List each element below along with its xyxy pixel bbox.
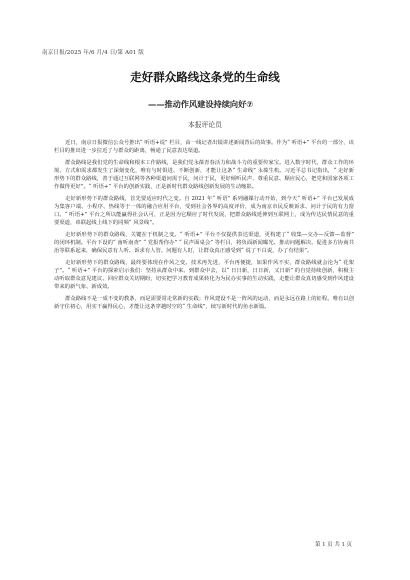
article-paragraph: 走好新形势下的群众路线，首先要适应时代之变。自 2021 年“ 听语” 系列融媒行动开始，到今天“ 听语+” 平台已发展成为集客户端、小程序、热线等于一体的融合应用平台，受到社会各界的高度评价，成为南京市民反映诉求、问计于民的有力窗口。“ 听语+” 平台之所以能赢得社会认可，正是因为它顺应了时代发展，把群众路线延伸到互联网上，成为传达民情民意的重要渠道，串联起线上线下的同频“ 风景线”。 xyxy=(54,195,354,227)
article-paragraph: 群众路线是我们党的生命线和根本工作路线，是我们党永葆青春活力和战斗力的重要传家宝。进入数字时代，群众工作的环境、方式和需求都发生了深刻变化，唯有与时俱进、不断创新，才能让这条“ 生命线” 永葆生机。习近平总书记指出，“ 走好新形势下的群众路线，善于通过互联网等各种渠道问需于民，问计于民，更好倾听民声、尊重民意、顺应民心，把党和国家各项工作做得更好”。“ 听语+” 平台的创新实践，正是新时代群众路线创新发展的生动缩影。 xyxy=(54,159,354,191)
article-paragraph: 走好新形势下的群众路线，最终要体现在作风之变。技术再先进，平台再便捷，如果作风不实，群众路线就会沦为“ 花架子”。“ 听语+” 平台的探索启示我们：坚持从群众中来、到群众中去，以“ 日日新，日日新，又日新” 的自觉持续创新，积极主动听取群众意见建议、回应群众关切期盼，切实把学习教育成果转化为为民办实事的生动实践，走能让群众真切感受到作风建设带来的新气象、新成效。 xyxy=(54,259,354,291)
article-subtitle: ——推动作风建设持续向好⑦ xyxy=(148,99,254,109)
article-title: 走好群众路线这条党的生命线 xyxy=(130,70,280,84)
article-paragraph: 走好新形势下的群众路线，关键在于机制之变。“ 听语+” 平台不仅提供表达渠道，更构建了“ 收集—交办—反馈—监督” 的闭环机制。平台下设的“ 南听南查” “ 党报帮你办” “ 民声面桌会” 等栏目，将负面新闻曝光、推动问题解决、促进多方协商共治等联系起来，确保民意有人听、诉求有人管、问题有人盯，让群众真正感受到“ 说了不白说，办了有结果”。 xyxy=(54,231,354,255)
article-paragraph: 近日，南京日报微信公众号推出“ 听语+说” 栏目，由一线记者出镜讲述新闻背后的故事。作为“ 听语+” 平台的一部分，该栏目的推出进一步拉近了与群众的距离，畅通了民意表达渠道。 xyxy=(54,140,354,155)
masthead: 南京日报/2025 年/6 月/4 日/第 A01 版 xyxy=(42,50,144,56)
article-byline: 本报评论员 xyxy=(188,121,222,129)
article-body xyxy=(54,139,354,314)
article-paragraph: 群众路线不是一成不变的教条，而是需要常走常新的实践；作风建设不是一阵风的运动，而是永远在路上的征程。唯有以创新守住初心，用实干赢得民心，才能让这条穿越时空的“ 生命线”，续写新时代的鱼水新篇。 xyxy=(54,295,354,310)
page-indicator: 第 1 页 共 1 页 xyxy=(315,542,352,548)
